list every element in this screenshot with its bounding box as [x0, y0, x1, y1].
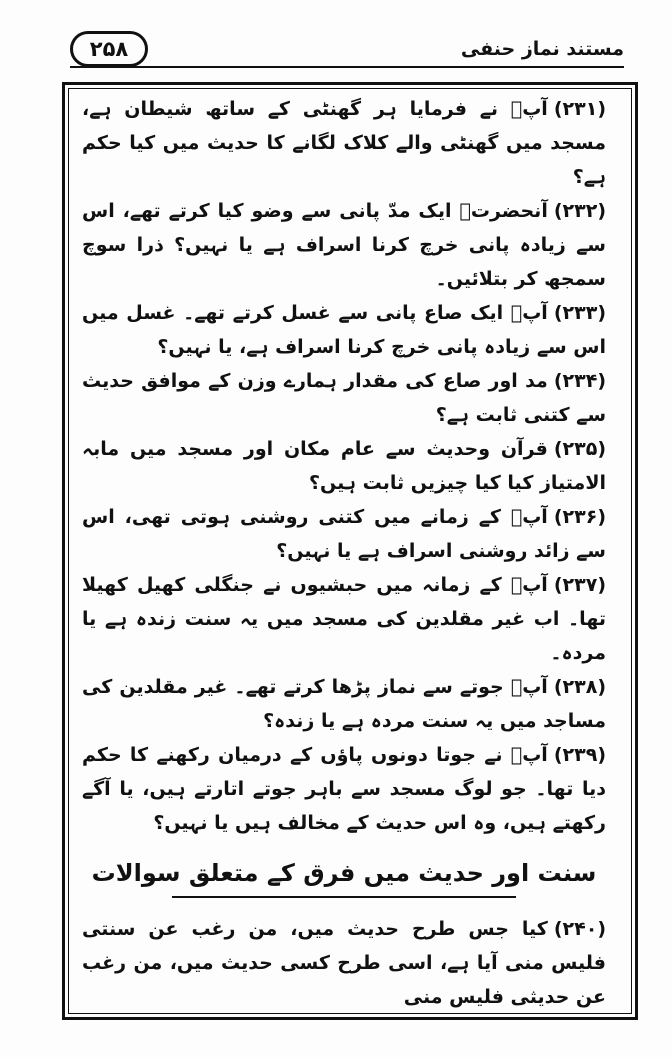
question-text: آپؐ کے زمانے میں کتنی روشنی ہوتی تھی، اس سے زائد روشنی اسراف ہے یا نہیں؟: [82, 506, 606, 562]
question-text: آنحضرتؐ ایک مدّ پانی سے وضو کیا کرتے تھے، اس سے زیادہ پانی خرچ کرنا اسراف ہے یا نہیں؟ ذرا سوچ سمجھ کر بتلائیں۔: [82, 200, 606, 290]
question-number: (۲۳۱): [553, 98, 606, 120]
question-236: [82, 500, 606, 568]
question-text: آپؐ جوتے سے نماز پڑھا کرتے تھے۔ غیر مقلدین کی مساجد میں یہ سنت مردہ ہے یا زندہ؟: [82, 676, 606, 732]
question-238: [82, 670, 606, 738]
question-text: آپؐ کے زمانہ میں حبشیوں نے جنگلی کھیل کھیلا تھا۔ اب غیر مقلدین کی مسجد میں یہ سنت زندہ ہے یا مردہ۔: [82, 574, 606, 664]
question-text: قرآن وحدیث سے عام مکان اور مسجد میں مابہ الامتیاز کیا کیا چیزیں ثابت ہیں؟: [82, 438, 606, 494]
question-number: (۲۳۶): [553, 506, 606, 528]
question-235: [82, 432, 606, 500]
section-heading: سنت اور حدیث میں فرق کے متعلق سوالات: [91, 859, 597, 887]
question-text: آپؐ ایک صاع پانی سے غسل کرتے تھے۔ غسل میں اس سے زیادہ پانی خرچ کرنا اسراف ہے، یا نہیں؟: [82, 302, 606, 358]
page-number-badge: [70, 31, 148, 67]
question-number: (۲۳۵): [553, 438, 606, 460]
question-number: (۲۳۲): [553, 200, 606, 222]
question-number: (۲۳۹): [553, 744, 606, 766]
question-number: (۲۳۳): [553, 302, 606, 324]
section-heading-underline: [172, 896, 516, 898]
question-237: [82, 568, 606, 670]
question-232: [82, 194, 606, 296]
question-240: [82, 912, 606, 1014]
question-number: (۲۳۷): [553, 574, 606, 596]
book-title: مستند نماز حنفی: [460, 38, 624, 60]
header-divider: [70, 66, 624, 68]
question-number: (۲۳۴): [553, 370, 606, 392]
page-content: [82, 92, 606, 1014]
question-number: (۲۳۸): [553, 676, 606, 698]
question-233: [82, 296, 606, 364]
question-text: آپؐ نے جوتا دونوں پاؤں کے درمیان رکھنے کا حکم دیا تھا۔ جو لوگ مسجد سے باہر جوتے اتارتے ہیں، یا آگے رکھتے ہیں، وہ اس حدیث کے مخالف ہیں یا نہیں؟: [82, 744, 606, 834]
question-text: آپؐ نے فرمایا ہر گھنٹی کے ساتھ شیطان ہے، مسجد میں گھنٹی والے کلاک لگانے کا حدیث میں کیا حکم ہے؟: [82, 98, 606, 188]
question-number: (۲۴۰): [553, 918, 606, 940]
question-text: کیا جس طرح حدیث میں، من رغب عن سنتی فلیس منی آیا ہے، اسی طرح کسی حدیث میں، من رغب عن حدیثی فلیس منی: [82, 918, 606, 1008]
question-239: [82, 738, 606, 840]
question-231: [82, 92, 606, 194]
page-number: ۲۵۸: [89, 37, 129, 61]
question-text: مد اور صاع کی مقدار ہمارے وزن کے موافق حدیث سے کتنی ثابت ہے؟: [82, 370, 606, 426]
question-234: [82, 364, 606, 432]
